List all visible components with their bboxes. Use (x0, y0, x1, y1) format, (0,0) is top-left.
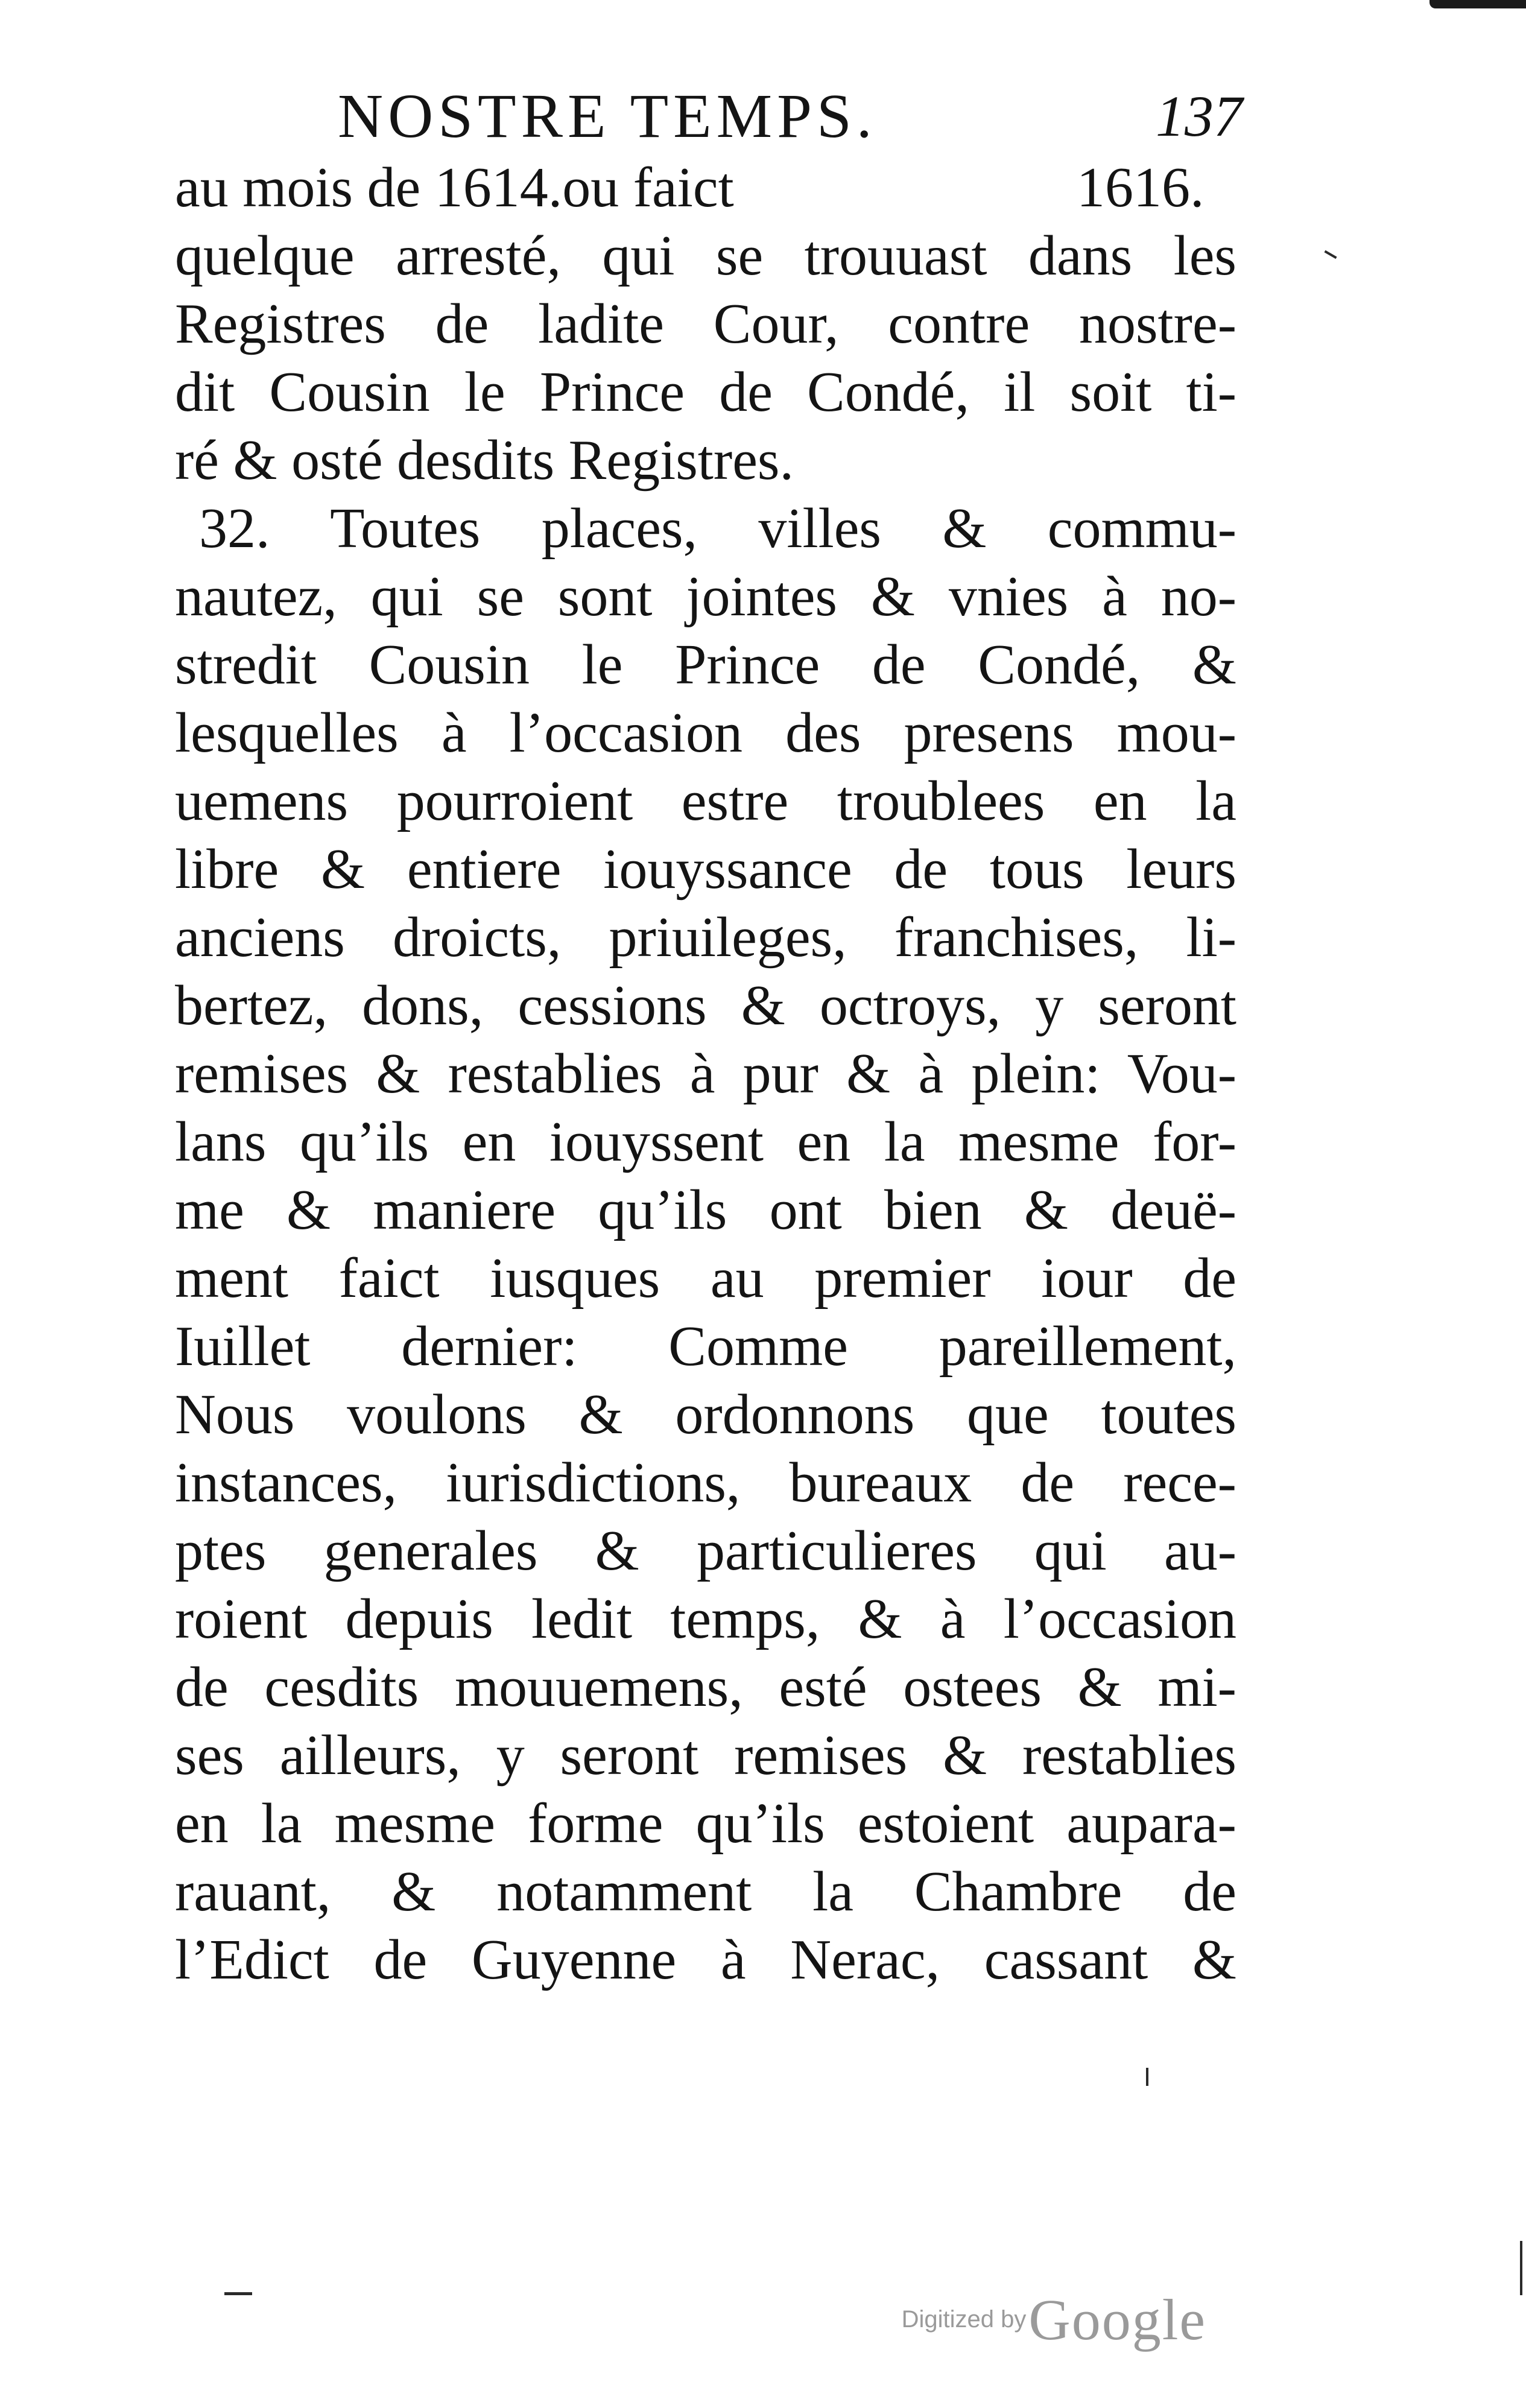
running-head: NOSTRE TEMPS. (338, 81, 877, 151)
text-line: au mois de 1614.ou faict (175, 156, 734, 219)
digitization-watermark (902, 2286, 1206, 2353)
text-line: ré & osté desdits Registres. (175, 429, 794, 492)
text-line: Iuillet dernier: Comme pareillement, (175, 1315, 1236, 1378)
body-text (175, 154, 1236, 1994)
text-line: ses ailleurs, y seront remises & restablies (175, 1724, 1236, 1787)
text-line: lans qu’ils en iouyssent en la mesme for- (175, 1111, 1236, 1173)
text-line: bertez, dons, cessions & octroys, y seront (175, 974, 1236, 1037)
text-line: instances, iurisdictions, bureaux de rece- (175, 1451, 1236, 1514)
text-line: rauant, & notamment la Chambre de (175, 1860, 1236, 1923)
text-line: de cesdits mouuemens, esté ostees & mi- (175, 1656, 1236, 1719)
page-edge-mark (1429, 0, 1526, 8)
page-number: 137 (1156, 84, 1243, 148)
text-line: quelque arresté, qui se trouuast dans les (175, 224, 1236, 287)
text-line: 32. Toutes places, villes & commu- (199, 497, 1236, 560)
text-line: ment faict iusques au premier iour de (175, 1247, 1236, 1310)
text-line: remises & restablies à pur & à plein: Vou- (175, 1042, 1236, 1105)
stray-mark (1146, 2068, 1148, 2086)
watermark-prefix: Digitized by (901, 2306, 1027, 2333)
stray-mark (1520, 2241, 1522, 2295)
text-line: stredit Cousin le Prince de Condé, & (175, 633, 1236, 696)
text-line: nautez, qui se sont jointes & vnies à no- (175, 565, 1236, 628)
margin-note: 1616. (1077, 156, 1205, 219)
text-line: libre & entiere iouyssance de tous leurs (175, 838, 1236, 901)
watermark-brand: Google (1028, 2287, 1206, 2352)
text-line: Nous voulons & ordonnons que toutes (175, 1383, 1236, 1446)
text-line: dit Cousin le Prince de Condé, il soit ti- (175, 361, 1236, 423)
text-line: ptes generales & particulieres qui au- (175, 1519, 1236, 1582)
stray-mark (1324, 250, 1337, 259)
text-line: me & maniere qu’ils ont bien & deuë- (175, 1179, 1236, 1241)
page-header (338, 71, 1243, 162)
text-line: en la mesme forme qu’ils estoient aupara- (175, 1792, 1236, 1855)
text-line: lesquelles à l’occasion des presens mou- (175, 702, 1236, 764)
text-line: anciens droicts, priuileges, franchises, li- (175, 906, 1236, 969)
text-line: l’Edict de Guyenne à Nerac, cassant & (175, 1928, 1236, 1991)
stray-mark (224, 2292, 252, 2295)
text-line: uemens pourroient estre troublees en la (175, 770, 1236, 832)
text-line: roient depuis ledit temps, & à l’occasion (175, 1588, 1236, 1650)
text-line: Registres de ladite Cour, contre nostre- (175, 293, 1236, 355)
